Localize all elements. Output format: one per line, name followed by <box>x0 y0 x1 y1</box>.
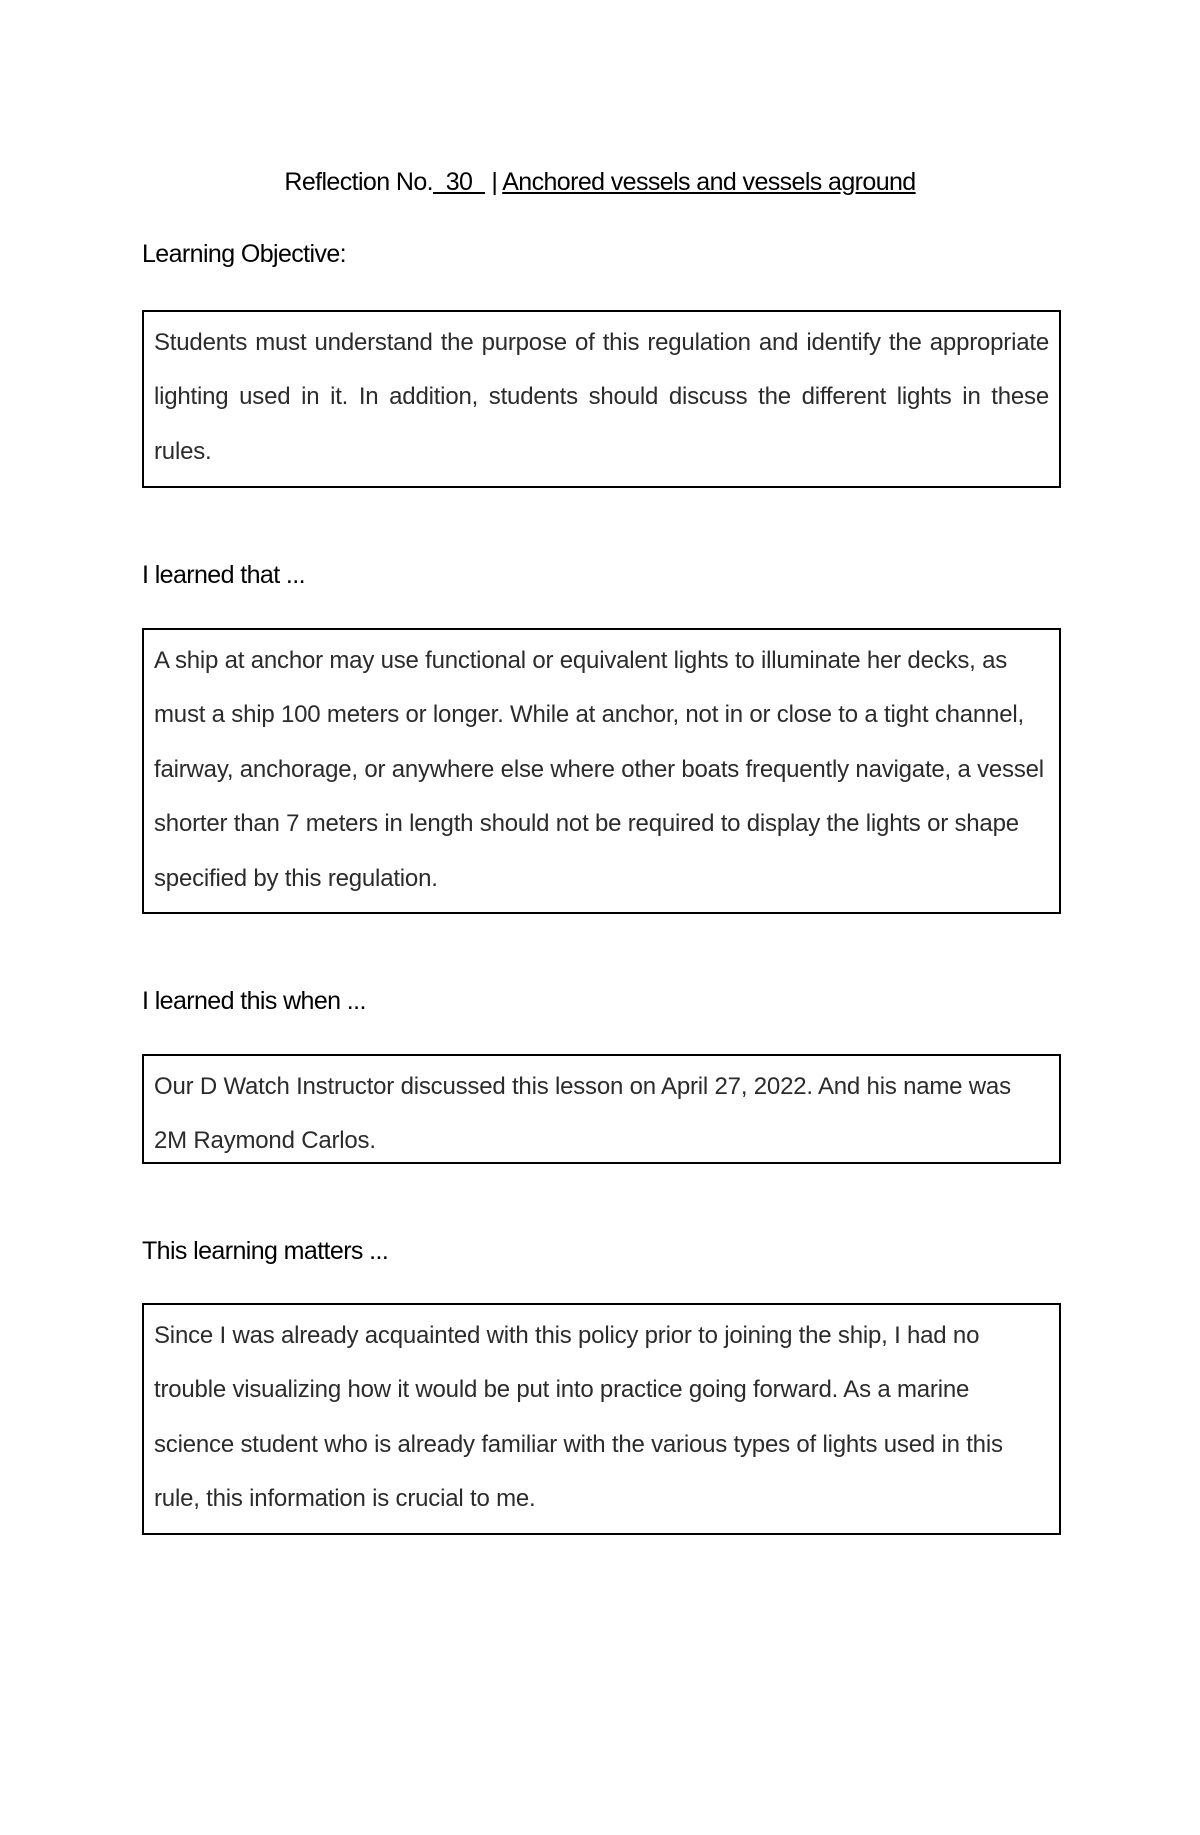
page-title <box>0 168 1200 197</box>
learning-objective-text: Students must understand the purpose of this regulation and identify the appropriate lighting used in it. In addition, students should discuss the different lights in these rules. <box>154 329 1049 465</box>
learning-matters-heading: This learning matters ... <box>142 1237 389 1265</box>
title-separator: | <box>485 168 503 196</box>
title-prefix: Reflection No. <box>284 168 433 196</box>
learning-objective-box <box>142 310 1061 488</box>
learning-matters-text: Since I was already acquainted with this policy prior to joining the ship, I had no trouble visualizing how it would be put into practice going forward. As a marine science student who is already familiar with the various types of lights used in this rule, this information is crucial to me. <box>154 1322 1003 1513</box>
reflection-topic: Anchored vessels and vessels aground <box>502 168 916 196</box>
learning-matters-box <box>142 1303 1061 1535</box>
learned-when-box <box>142 1054 1061 1164</box>
learned-when-heading: I learned this when ... <box>142 987 366 1015</box>
learned-that-text: A ship at anchor may use functional or equivalent lights to illuminate her decks, as must a ship 100 meters or longer. While at anchor, not in or close to a tight channel, fairway, anchorage, or anywhere else where other boats frequently navigate, a vessel shorter than 7 meters in length should not be required to display the lights or shape specified by this regulation. <box>154 647 1044 892</box>
learned-that-heading: I learned that ... <box>142 561 305 589</box>
learned-that-box <box>142 628 1061 914</box>
reflection-number: 30 <box>433 168 485 196</box>
learning-objective-heading: Learning Objective: <box>142 240 347 268</box>
learned-when-text: Our D Watch Instructor discussed this lesson on April 27, 2022. And his name was 2M Raymond Carlos. <box>154 1073 1011 1155</box>
